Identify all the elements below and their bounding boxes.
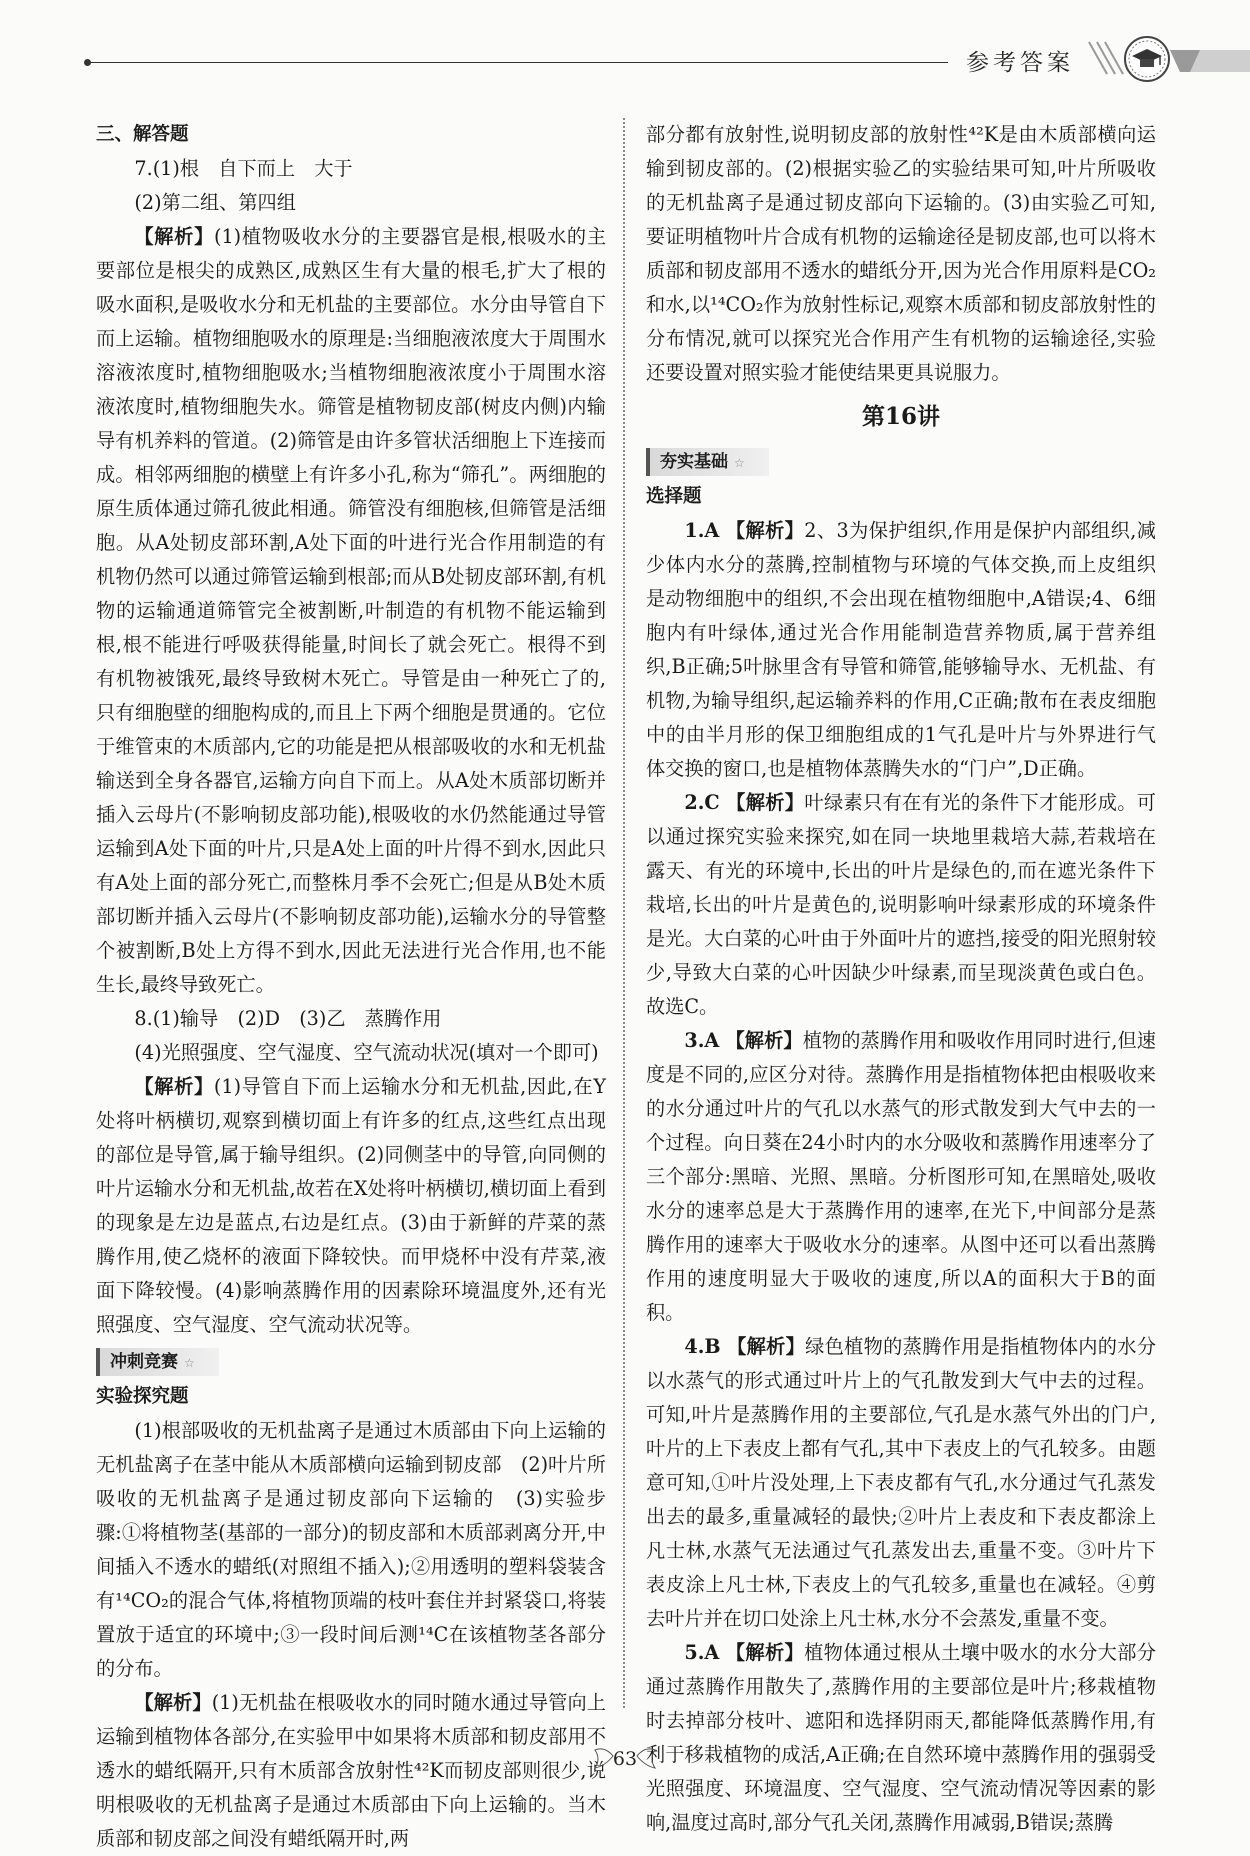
choice-answer-3: 3.A 【解析】植物的蒸腾作用和吸收作用同时进行,但速度是不同的,应区分对待。蒸腾作用是指植物体把由根吸收来的水分通过叶片的气孔以水蒸气的形式散发到大气中去的一个过程。向日葵在24小时内的水分吸收和蒸腾作用速率分了三个部分:黑暗、光照、黑暗。分析图形可知,在黑暗处,吸收水分的速率总是大于蒸腾作用的速率,在光下,中间部分是蒸腾作用的速率大于吸收水分的速率。从图中还可以看出蒸腾作用的速度明显大于吸收的速度,所以A的面积大于B的面积。 bbox=[646, 1029, 1156, 1324]
choice-answer-4: 4.B 【解析】绿色植物的蒸腾作用是指植物体内的水分以水蒸气的形式通过叶片上的气孔散发到大气中去的过程。可知,叶片是蒸腾作用的主要部位,气孔是水蒸气外出的门户,叶片的上下表皮上都有气孔,其中下表皮上的气孔较多。由题意可知,①叶片没处理,上下表皮都有气孔,水分通过气孔蒸发出去的最多,重量减轻的最快;②叶片上表皮和下表皮都涂上凡士林,水蒸气无法通过气孔蒸发出去,重量不变。③叶片下表皮涂上凡士林,下表皮上的气孔较多,重量也在减轻。④剪去叶片并在切口处涂上凡士林,水分不会蒸发,重量不变。 bbox=[646, 1335, 1157, 1630]
header-stripes-decoration bbox=[1085, 40, 1125, 76]
star-icon: ☆ bbox=[184, 1356, 195, 1370]
experiment-analysis bbox=[96, 1686, 606, 1856]
analysis-tag: 【解析】 bbox=[134, 1691, 212, 1714]
section-banner-compete: 冲刺竞赛 ☆ bbox=[96, 1348, 219, 1376]
column-divider bbox=[623, 118, 625, 1708]
analysis-text: (1)导管自下而上运输水分和无机盐,因此,在Y处将叶柄横切,观察到横切面上有许多的红点,这些红点出现的部位是导管,属于输导组织。(2)同侧茎中的导管,向同侧的叶片运输水分和无机盐,故若在X处将叶柄横切,横切面上看到的现象是左边是蓝点,右边是红点。(3)由于新鲜的芹菜的蒸腾作用,使乙烧杯的液面下降较快。而甲烧杯中没有芹菜,液面下降较慢。(4)影响蒸腾作用的因素除环境温度外,还有光照强度、空气湿度、空气流动状况等。 bbox=[96, 1075, 607, 1336]
answer-7-part1: 7.(1)根 自下而上 大于 bbox=[134, 157, 353, 180]
choice-answer-5: 5.A 【解析】植物体通过根从土壤中吸水的水分大部分通过蒸腾作用散失了,蒸腾作用的主要部位是叶片;移栽植物时去掉部分枝叶、遮阳和选择阴雨天,都能降低蒸腾作用,有利于移栽植物的成活,A正确;在自然环境中蒸腾作用的强弱受光照强度、环境温度、空气湿度、空气流动情况等因素的影响,温度过高时,部分气孔关闭,蒸腾作用减弱,B错误;蒸腾 bbox=[646, 1641, 1156, 1834]
section-heading-experiment: 实验探究题 bbox=[96, 1386, 189, 1407]
section-heading-answers: 三、解答题 bbox=[96, 124, 189, 145]
lecture-title: 第16讲 bbox=[861, 403, 940, 430]
header-title: 参考答案 bbox=[966, 50, 1074, 76]
answer-8-analysis bbox=[96, 1070, 606, 1342]
analysis-tag: 【解析】 bbox=[134, 1075, 214, 1098]
analysis-text: (1)植物吸收水分的主要器官是根,根吸水的主要部位是根尖的成熟区,成熟区生有大量的根毛,扩大了根的吸水面积,是吸收水分和无机盐的主要部位。水分由导管自下而上运输。植物细胞吸水的原理是:当细胞液浓度大于周围水溶液浓度时,植物细胞吸水;当植物细胞液浓度小于周围水溶液浓度时,植物细胞失水。筛管是植物韧皮部(树皮内侧)内输导有机养料的管道。(2)筛管是由许多管状活细胞上下连接而成。相邻两细胞的横壁上有许多小孔,称为“筛孔”。两细胞的原生质体通过筛孔彼此相通。筛管没有细胞核,但筛管是活细胞。从A处韧皮部环割,A处下面的叶进行光合作用制造的有机物仍然可以通过筛管运输到根部;而从B处韧皮部环割,有机物的运输通道筛管完全被割断,叶制造的有机物不能运输到根,根不能进行呼吸获得能量,时间长了就会死亡。根得不到有机物被饿死,最终导致树木死亡。导管是由一种死亡了的,只有细胞壁的细胞构成的,而且上下两个细胞是贯通的。它位于维管束的木质部内,它的功能是把从根部吸收的水和无机盐输送到全身各器官,运输方向自下而上。从A处木质部切断并插入云母片(不影响韧皮部功能),根吸收的水仍然能通过导管运输到A处下面的叶片,只是A处上面的叶片得不到水,因此只有A处上面的部分死亡,而整株月季不会死亡;但是从B处木质部切断并插入云母片(不影响韧皮部功能),运输水分的导管整个被割断,B处上方得不到水,因此无法进行光合作用,也不能生长,最终导致死亡。 bbox=[96, 225, 607, 996]
choice-answer-2: 2.C 【解析】叶绿素只有在有光的条件下才能形成。可以通过探究实验来探究,如在同一块地里栽培大蒜,若栽培在露天、有光的环境中,长出的叶片是绿色的,而在遮光条件下栽培,长出的叶片是黄色的,说明影响叶绿素形成的环境条件是光。大白菜的心叶由于外面叶片的遮挡,接受的阳光照射较少,导致大白菜的心叶因缺少叶绿素,而呈现淡黄色或白色。故选C。 bbox=[646, 791, 1156, 1018]
experiment-answer: (1)根部吸收的无机盐离子是通过木质部由下向上运输的 无机盐离子在茎中能从木质部横向运输到韧皮部 (2)叶片所吸收的无机盐离子是通过韧皮部向下运输的 (3)实验步骤:①将植物茎(基部的一部分)的韧皮部和木质部剥离分开,中间插入不透水的蜡纸(对照组不插入);②用透明的塑料袋装含有¹⁴CO₂的混合气体,将植物顶端的枝叶套住并封紧袋口,将装置放于适宜的环境中;③一段时间后测¹⁴C在该植物茎各部分的分布。 bbox=[96, 1419, 626, 1680]
right-column bbox=[646, 118, 1156, 1840]
analysis-tag: 【解析】 bbox=[134, 225, 214, 248]
answer-8-part2: (4)光照强度、空气湿度、空气流动状况(填对一个即可) bbox=[134, 1041, 599, 1064]
answer-8-part1: 8.(1)输导 (2)D (3)乙 蒸腾作用 bbox=[134, 1007, 442, 1030]
section-banner-basics: 夯实基础 ☆ bbox=[646, 448, 769, 476]
header-arrow-bar bbox=[1170, 46, 1250, 76]
analysis-text: (1)无机盐在根吸收水的同时随水通过导管向上运输到植物体各部分,在实验甲中如果将木质部和韧皮部用不透水的蜡纸隔开,只有木质部含放射性⁴²K而韧皮部则很少,说明根吸收的无机盐离子是通过木质部由下向上运输的。当木质部和韧皮部之间没有蜡纸隔开时,两 bbox=[96, 1691, 606, 1850]
star-icon: ☆ bbox=[734, 456, 745, 470]
choice-answer-1: 1.A 【解析】2、3为保护组织,作用是保护内部组织,减少体内水分的蒸腾,控制植物与环境的气体交换,而上皮组织是动物细胞中的组织,不会出现在植物细胞中,A错误;4、6细胞内有叶绿体,通过光合作用能制造营养物质,属于营养组织,B正确;5叶脉里含有导管和筛管,能够输导水、无机盐、有机物,为输导组织,起运输养料的作用,C正确;散布在表皮细胞中的由半月形的保卫细胞组成的1气孔是叶片与外界进行气体交换的窗口,也是植物体蒸腾失水的“门户”,D正确。 bbox=[646, 519, 1156, 780]
experiment-analysis-continued: 部分都有放射性,说明韧皮部的放射性⁴²K是由木质部横向运输到韧皮部的。(2)根据实验乙的实验结果可知,叶片所吸收的无机盐离子是通过韧皮部向下运输的。(3)由实验乙可知,要证明植物叶片合成有机物的运输途径是韧皮部,也可以将木质部和韧皮部用不透水的蜡纸分开,因为光合作用原料是CO₂和水,以¹⁴CO₂作为放射性标记,观察木质部和韧皮部放射性的分布情况,就可以探究光合作用产生有机物的运输途径,实验还要设置对照实验才能使结果更具说服力。 bbox=[646, 123, 1156, 384]
answer-7-part2: (2)第二组、第四组 bbox=[134, 191, 296, 214]
header-rule bbox=[88, 62, 948, 63]
page-number: 63 bbox=[597, 1748, 653, 1770]
graduation-cap-emblem-icon bbox=[1122, 34, 1172, 84]
answer-7-analysis bbox=[96, 220, 606, 1002]
section-heading-choice: 选择题 bbox=[646, 486, 702, 507]
